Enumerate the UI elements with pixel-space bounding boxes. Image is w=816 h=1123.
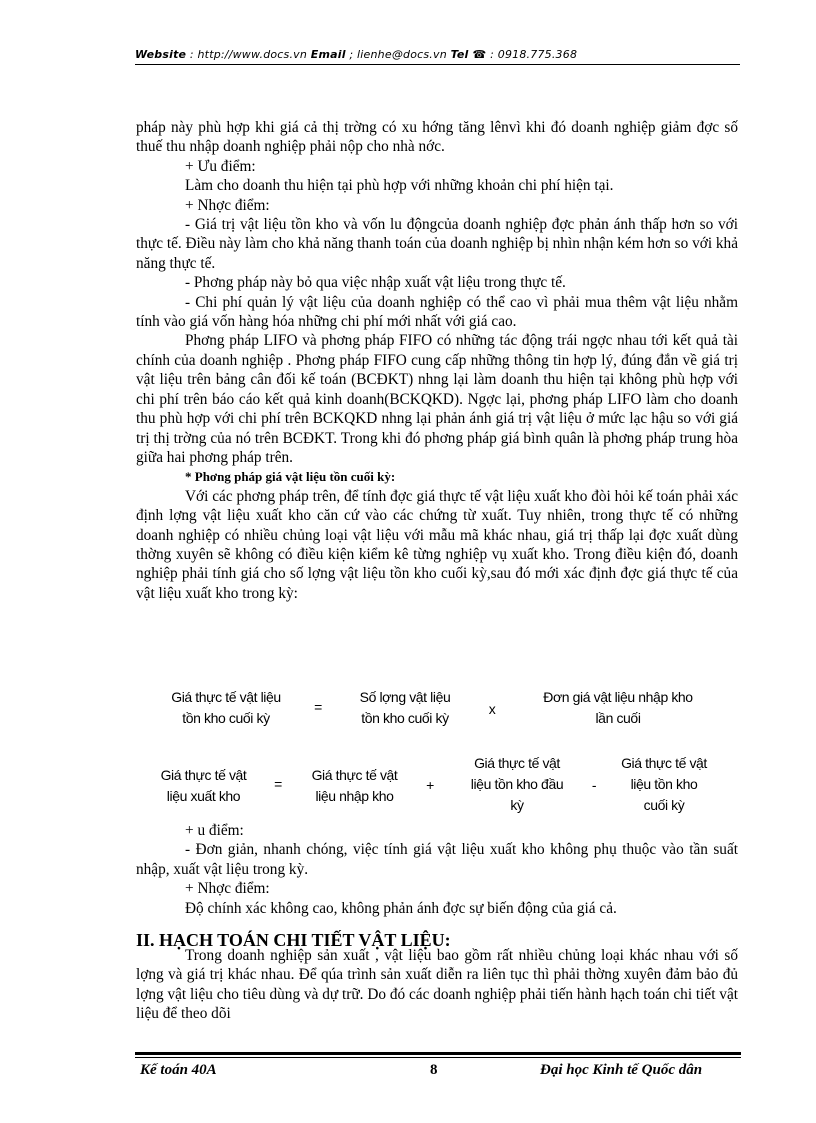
footer-rule-thin bbox=[135, 1057, 741, 1058]
paragraph: Làm cho doanh thu hiện tại phù hợp với những khoản chi phí hiện tại. bbox=[185, 177, 614, 195]
formula-text: tồn kho cuối kỳ bbox=[182, 710, 270, 726]
email-value: ; lienhe@docs.vn bbox=[349, 48, 447, 61]
tel-label: Tel ☎ bbox=[450, 48, 487, 61]
paragraph: Độ chính xác không cao, không phản ánh đợc sự biến động của giá cả. bbox=[185, 899, 617, 917]
main-text-2 bbox=[136, 821, 738, 918]
formula-text: kỳ bbox=[510, 797, 524, 813]
formula-text: Số lợng vật liệu bbox=[359, 689, 451, 705]
header-rule bbox=[135, 64, 740, 65]
main-text-3 bbox=[136, 946, 738, 1024]
formula-text: tồn kho cuối kỳ bbox=[361, 710, 449, 726]
website-value: : http://www.docs.vn bbox=[189, 48, 308, 61]
paragraph: + Nhợc điểm: bbox=[185, 880, 270, 898]
formula-text: lần cuối bbox=[595, 710, 641, 726]
website-label: Website bbox=[135, 48, 187, 61]
formula-2-term-c bbox=[452, 753, 582, 816]
formula-2-term-a bbox=[141, 765, 266, 807]
paragraph: - Đơn giản, nhanh chóng, việc tính giá vật liệu xuất kho không phụ thuộc vào tần suất nhập, xuất vật liệu trong kỳ. bbox=[136, 841, 738, 878]
paragraph: - Giá trị vật liệu tồn kho và vốn lu độngcủa doanh nghiệp đợc phản ánh thấp hơn so với thực tế. Điều này làm cho khả năng thanh toán của doanh nghiệp bị nhìn nhận kém hơn so với khả năng thực tế. bbox=[136, 216, 738, 272]
equals-sign: = bbox=[314, 699, 322, 715]
paragraph: Với các phơng pháp trên, để tính đợc giá thực tế vật liệu xuất kho đòi hỏi kế toán phải xác định lợng vật liệu xuất kho căn cứ vào các chứng từ xuất. Tuy nhiên, trong thực tế có những doanh nghiệp có nhiều chủng loại vật liệu với mẫu mã khác nhau, giá trị thấp lại đợc xuất dùng thờng xuyên sẽ không có điều kiện kiểm kê từng nghiệp vụ xuất kho. Trong điều kiện đó, doanh nghiệp phải tính giá cho số lợng vật liệu tồn kho cuối kỳ,sau đó mới xác định đợc giá thực tế của vật liệu xuất kho trong kỳ: bbox=[136, 487, 738, 602]
footer-right: Đại học Kinh tế Quốc dân bbox=[540, 1062, 703, 1078]
paragraph: Trong doanh nghiệp sản xuất , vật liệu bao gồm rất nhiều chủng loại khác nhau với số lợng và giá trị khác nhau. Để qúa trình sản xuất diễn ra liên tục thì phải thờng xuyên đảm bảo đủ lợng vật liệu cho tiêu dùng và dự trữ. Do đó các doanh nghiệp phải tiến hành hạch toán chi tiết vật liệu để theo dõi bbox=[136, 947, 738, 1023]
email-label: Email bbox=[310, 48, 346, 61]
formula-1-term-b bbox=[330, 687, 480, 729]
subsection-heading: * Phơng pháp giá vật liệu tồn cuối kỳ: bbox=[185, 469, 396, 485]
main-text bbox=[136, 118, 738, 603]
formula-text: liệu tồn kho bbox=[630, 776, 698, 792]
plus-sign: + bbox=[426, 777, 434, 793]
formula-text: cuối kỳ bbox=[643, 797, 685, 813]
paragraph: pháp này phù hợp khi giá cả thị trờng có xu hớng tăng lênvì khi đó doanh nghiệp giảm đợc số thuế thu nhập doanh nghiệp phải nộp cho nhà nớc. bbox=[136, 119, 738, 156]
section-heading: II. HẠCH TOÁN CHI TIẾT VẬT LIỆU: bbox=[136, 930, 451, 950]
formula-text: Giá thực tế vật bbox=[621, 755, 707, 771]
formula-1-term-c bbox=[518, 687, 718, 729]
footer-left: Kế toán 40A bbox=[140, 1062, 217, 1078]
paragraph: - Phơng pháp này bỏ qua việc nhập xuất vật liệu trong thực tế. bbox=[185, 274, 566, 292]
formula-1-term-a bbox=[146, 687, 306, 729]
formula-2-term-b bbox=[292, 765, 417, 807]
paragraph: Phơng pháp LIFO và phơng pháp FIFO có những tác động trái ngợc nhau tới kết quả tài chính của doanh nghiệp . Phơng pháp FIFO cung cấp những thông tin hợp lý, đúng đắn về giá trị vật liệu trên bảng cân đối kế toán (BCĐKT) nhng lại làm doanh thu hiện tại không phù hợp với chi phí trên báo cáo kết quả kinh doanh(BCKQKD). Ngợc lại, phơng pháp LIFO làm cho doanh thu phù hợp với chi phí trên BCKQKD nhng lại phản ánh giá trị vật liệu ở mức lạc hậu so với giá trị thị trờng của nó trên BCĐKT. Trong khi đó phơng pháp giá bình quân là phơng pháp trung hòa giữa hai phơng pháp trên. bbox=[136, 332, 738, 466]
tel-value: : 0918.775.368 bbox=[490, 48, 578, 61]
paragraph: + Ưu điểm: bbox=[185, 157, 256, 175]
formula-text: liệu xuất kho bbox=[166, 788, 241, 804]
formula-text: Đơn giá vật liệu nhập kho bbox=[543, 689, 693, 705]
formula-text: liệu tồn kho đầu bbox=[470, 776, 564, 792]
paragraph: - Chi phí quản lý vật liệu của doanh nghiệp có thể cao vì phải mua thêm vật liệu nhằm tính vào giá vốn hàng hóa những chi phí mới nhất với giá cao. bbox=[136, 293, 738, 331]
formula-text: Giá thực tế vật liệu bbox=[171, 689, 281, 705]
formula-text: Giá thực tế vật bbox=[160, 767, 247, 783]
formula-2-term-d bbox=[602, 753, 726, 816]
minus-sign: - bbox=[591, 777, 597, 793]
formula-text: Giá thực tế vật bbox=[311, 767, 398, 783]
multiply-sign: x bbox=[488, 701, 496, 717]
page-header bbox=[135, 48, 740, 61]
paragraph: + Nhợc điểm: bbox=[185, 196, 270, 214]
page-number: 8 bbox=[430, 1062, 438, 1078]
footer-rule-thick bbox=[135, 1052, 741, 1055]
formula-text: Giá thực tế vật bbox=[474, 755, 560, 771]
paragraph: + u điểm: bbox=[185, 822, 244, 839]
equals-sign: = bbox=[274, 776, 282, 792]
formula-text: liệu nhập kho bbox=[315, 788, 394, 804]
